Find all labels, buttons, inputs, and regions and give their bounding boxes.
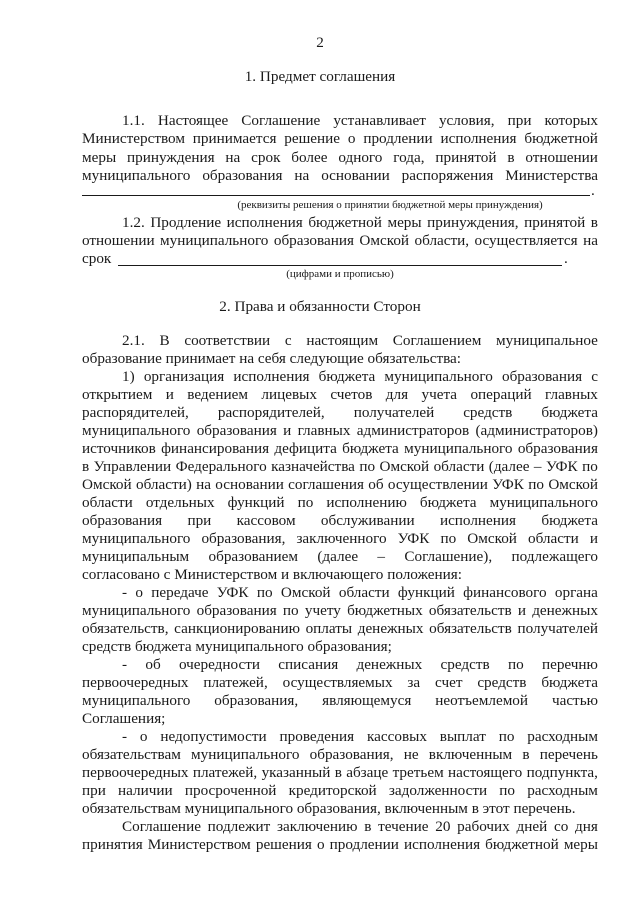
- item1-line: муниципального образования, заключенного УФК по Омской области и: [82, 530, 598, 547]
- item1-line: открытием и ведением лицевых счетов для учета операций главных: [82, 386, 598, 403]
- item1-line: распорядителей, распорядителей, получателей средств бюджета: [82, 404, 598, 421]
- p2-1-line: 2.1. В соответствии с настоящим Соглашением муниципальное: [122, 332, 598, 349]
- blank-end-period: .: [564, 250, 568, 267]
- item1-line: области отдельных функций по исполнению бюджета муниципального: [82, 494, 598, 511]
- item1-line: образования при кассовом обслуживании исполнения бюджета: [82, 512, 598, 529]
- term-label: срок: [82, 250, 112, 267]
- p1-2-line: 1.2. Продление исполнения бюджетной меры принуждения, принятой в: [122, 214, 598, 231]
- dash1-line: средств бюджета муниципального образования;: [82, 638, 392, 655]
- section-2-heading: 2. Права и обязанности Сторон: [219, 298, 421, 315]
- p1-1-line: муниципального образования на основании распоряжения Министерства: [82, 167, 598, 184]
- term-caption: (цифрами и прописью): [286, 268, 394, 280]
- dash3-line: первоочередных платежей, указанный в абзаце третьем настоящего подпункта,: [82, 764, 598, 781]
- decision-details-blank: [82, 195, 590, 196]
- dash1-line: обязательств, санкционированию оплаты денежных обязательств получателей: [82, 620, 598, 637]
- dash3-line: - о недопустимости проведения кассовых выплат по расходным: [122, 728, 598, 745]
- p2-1-line: образование принимает на себя следующие обязательства:: [82, 350, 462, 367]
- blank-end-period: .: [591, 182, 595, 199]
- final-line: Соглашение подлежит заключению в течение 20 рабочих дней со дня: [122, 818, 598, 835]
- p1-1-line: Министерством принимается решение о продлении исполнения бюджетной: [82, 130, 598, 147]
- final-line: принятия Министерством решения о продлении исполнения бюджетной меры: [82, 836, 598, 853]
- p1-1-line: 1.1. Настоящее Соглашение устанавливает условия, при которых: [122, 112, 598, 129]
- item1-line: 1) организация исполнения бюджета муниципального образования с: [122, 368, 598, 385]
- dash3-line: при наличии просроченной кредиторской задолженности по расходным: [82, 782, 598, 799]
- dash2-line: первоочередных платежей, осуществляемых за счет средств бюджета: [82, 674, 598, 691]
- dash3-line: обязательствам муниципального образования, не включенным в перечень: [82, 746, 598, 763]
- item1-line: согласовано с Министерством и включающего положения:: [82, 566, 463, 583]
- dash2-line: Соглашения;: [82, 710, 166, 727]
- decision-details-caption: (реквизиты решения о принятии бюджетной меры принуждения): [237, 199, 543, 211]
- item1-line: в Управлении Федерального казначейства по Омской области (далее – УФК по: [82, 458, 598, 475]
- dash2-line: муниципального образования, являющемуся неотъемлемой частью: [82, 692, 598, 709]
- p1-1-line: меры принуждения на срок более одного года, принятой в отношении: [82, 149, 598, 166]
- item1-line: источников финансирования дефицита бюджета муниципального образования: [82, 440, 598, 457]
- p1-2-line: отношении муниципального образования Омской области, осуществляется на: [82, 232, 598, 249]
- item1-line: Омской области) на основании соглашения об осуществлении УФК по Омской: [82, 476, 598, 493]
- dash3-line: обязательствам муниципального образования, включенным в этот перечень.: [82, 800, 576, 817]
- item1-line: муниципальным образованием (далее – Соглашение), подлежащего: [82, 548, 598, 565]
- dash1-line: муниципального образования по учету бюджетных обязательств и денежных: [82, 602, 598, 619]
- page-number: 2: [316, 34, 324, 51]
- dash1-line: - о передаче УФК по Омской области функций финансового органа: [122, 584, 598, 601]
- dash2-line: - об очередности списания денежных средств по перечню: [122, 656, 598, 673]
- term-blank: [118, 265, 562, 266]
- item1-line: муниципального образования и главных администраторов (администраторов): [82, 422, 598, 439]
- section-1-heading: 1. Предмет соглашения: [244, 68, 396, 85]
